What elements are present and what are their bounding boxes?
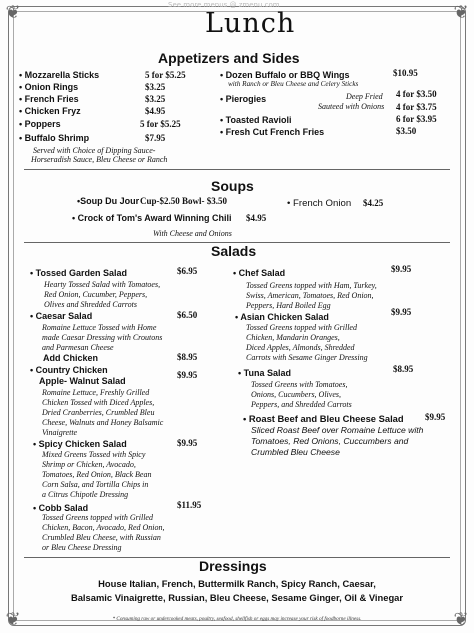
- item-description: Tomatoes, Red Onion, Black Bean: [42, 470, 152, 479]
- item-description: Chicken, Mandarin Oranges,: [246, 333, 340, 342]
- page-title: Lunch: [205, 8, 296, 39]
- appetizer-item-name: • Poppers: [19, 119, 61, 129]
- salad-item-name: • Asian Chicken Salad: [235, 312, 329, 322]
- corner-ornament-top-left: ❦: [5, 2, 21, 22]
- corner-ornament-top-right: ❦: [453, 2, 469, 22]
- soup-item-name: • Crock of Tom's Award Winning Chili: [72, 213, 232, 223]
- item-description: Crumbled Bleu Cheese: [251, 447, 340, 457]
- item-description: Served with Choice of Dipping Sauce-: [33, 146, 156, 155]
- appetizer-item-price: $7.95: [145, 133, 166, 143]
- appetizer-item-name: • Mozzarella Sticks: [19, 70, 100, 80]
- item-description: Tossed Greens topped with Grilled: [42, 513, 153, 522]
- appetizer-item-name: • Fresh Cut French Fries: [220, 127, 325, 137]
- salad-item-name: Apple- Walnut Salad: [39, 376, 126, 386]
- item-description: Horseradish Sauce, Bleu Cheese or Ranch: [31, 155, 168, 164]
- item-description: Red Onion, Cucumber, Peppers,: [44, 290, 148, 299]
- dressings-line: Balsamic Vinaigrette, Russian, Bleu Cheese, Sesame Ginger, Oil & Vinegar: [70, 592, 404, 603]
- item-description: Peppers, and Shredded Carrots: [251, 400, 352, 409]
- appetizer-item-price: $3.25: [145, 82, 166, 92]
- appetizer-item-price: $3.25: [145, 94, 166, 104]
- salad-item-name: • Tossed Garden Salad: [30, 268, 128, 278]
- item-description: Crumbled Bleu Cheese, with Russian: [42, 533, 161, 542]
- salad-item-price: $11.95: [177, 500, 202, 510]
- item-description: Hearty Tossed Salad with Tomatoes,: [44, 280, 161, 289]
- salad-item-name: • Country Chicken: [30, 365, 108, 375]
- item-description: Peppers, Hard Boiled Egg: [246, 301, 331, 310]
- salad-item-name: • Roast Beef and Bleu Cheese Salad: [243, 413, 404, 424]
- item-description: and Parmesan Cheese: [42, 343, 114, 352]
- item-description: a Citrus Chipotle Dressing: [42, 490, 129, 499]
- section-divider: [24, 169, 450, 170]
- salad-item-name: Add Chicken: [43, 353, 99, 363]
- appetizer-item-price: $4.95: [145, 106, 166, 116]
- item-description: with Ranch or Bleu Cheese and Celery Sticks: [228, 80, 359, 88]
- item-description: Tossed Greens topped with Grilled: [246, 323, 357, 332]
- item-description: Vinaigrette: [42, 428, 78, 437]
- item-description: Dried Cranberries, Crumbled Bleu: [42, 408, 155, 417]
- corner-ornament-bottom-right: ❦: [453, 609, 469, 629]
- salad-item-price: $9.95: [177, 438, 198, 448]
- item-description: or Bleu Cheese Dressing: [42, 543, 122, 552]
- appetizer-item-price: 4 for $3.75: [396, 102, 437, 112]
- item-description: Shrimp or Chicken, Avocado,: [42, 460, 136, 469]
- salad-item-price: $9.95: [391, 307, 412, 317]
- appetizer-item-name: • Pierogies: [220, 94, 267, 104]
- item-description: Corn Salsa, and Tortilla Chips in: [42, 480, 149, 489]
- soup-item-name: • French Onion: [287, 198, 352, 209]
- item-description: Sliced Roast Beef over Romaine Lettuce with: [251, 425, 424, 435]
- item-description: Chicken, Bacon, Avocado, Red Onion,: [42, 523, 165, 532]
- item-description: Olives and Shredded Carrots: [44, 300, 137, 309]
- item-description: Sauteed with Onions: [318, 102, 385, 111]
- corner-ornament-bottom-left: ❦: [5, 609, 21, 629]
- appetizer-item-price: 5 for $5.25: [140, 119, 181, 129]
- appetizer-item-name: • Toasted Ravioli: [220, 115, 292, 125]
- salad-item-price: $9.95: [391, 264, 412, 274]
- salad-item-price: $8.95: [393, 364, 414, 374]
- soup-item-price: $4.95: [246, 213, 267, 223]
- appetizer-item-price: 6 for $3.95: [396, 114, 437, 124]
- appetizer-item-name: • Dozen Buffalo or BBQ Wings: [220, 70, 350, 80]
- footnote: * Consuming raw or undercooked meats, poultry, seafood, shellfish or eggs may increase your risk of foodborne illness.: [112, 616, 362, 622]
- salad-item-name: • Cobb Salad: [33, 503, 89, 513]
- item-description: Romaine Lettuce, Freshly Grilled: [42, 388, 150, 397]
- appetizer-item-name: • Chicken Fryz: [19, 106, 81, 116]
- salad-item-price: $6.95: [177, 266, 198, 276]
- soup-item-name: •Soup Du Jour: [77, 196, 140, 206]
- salad-item-price: $6.50: [177, 310, 198, 320]
- salad-item-name: • Tuna Salad: [238, 368, 291, 378]
- item-description: Romaine Lettuce Tossed with Home: [42, 323, 157, 332]
- item-description: Mixed Greens Tossed with Spicy: [42, 450, 146, 459]
- appetizer-item-price: 5 for $5.25: [145, 70, 186, 80]
- salad-item-price: $9.95: [425, 412, 446, 422]
- dressings-line: House Italian, French, Buttermilk Ranch, Spicy Ranch, Caesar,: [98, 578, 376, 589]
- salad-item-name: • Spicy Chicken Salad: [33, 439, 127, 449]
- item-description: Carrots with Sesame Ginger Dressing: [246, 353, 368, 362]
- salad-item-name: • Chef Salad: [233, 268, 286, 278]
- salad-item-name: • Caesar Salad: [30, 311, 93, 321]
- item-description: Swiss, American, Tomatoes, Red Onion,: [246, 291, 374, 300]
- soup-item-price: $4.25: [363, 198, 384, 208]
- soup-item-price: Cup-$2.50 Bowl- $3.50: [140, 196, 228, 206]
- item-description: Diced Apples, Almonds, Shredded: [246, 343, 355, 352]
- appetizer-item-price: $3.50: [396, 126, 417, 136]
- salad-item-price: $8.95: [177, 352, 198, 362]
- item-description: Chicken Tossed with Diced Apples,: [42, 398, 155, 407]
- soups-header: Soups: [211, 178, 254, 194]
- appetizer-item-name: • French Fries: [19, 94, 79, 104]
- item-description: Onions, Cucumbers, Olives,: [251, 390, 341, 399]
- item-description: Deep Fried: [346, 92, 383, 101]
- appetizer-item-name: • Buffalo Shrimp: [19, 133, 90, 143]
- salad-item-price: $9.95: [177, 370, 198, 380]
- item-description: made Caesar Dressing with Croutons: [42, 333, 163, 342]
- appetizers-header: Appetizers and Sides: [158, 50, 300, 66]
- appetizer-item-price: $10.95: [393, 68, 418, 78]
- salads-header: Salads: [211, 243, 257, 259]
- watermark-text: See more menus @ zmenu.com: [168, 1, 280, 9]
- item-description: Cheese, Walnuts and Honey Balsamic: [42, 418, 164, 427]
- dressings-header: Dressings: [199, 558, 267, 574]
- item-description: Tossed Greens with Tomatoes,: [251, 380, 348, 389]
- item-description: With Cheese and Onions: [153, 229, 232, 238]
- appetizer-item-name: • Onion Rings: [19, 82, 79, 92]
- item-description: Tossed Greens topped with Ham, Turkey,: [246, 281, 377, 290]
- appetizer-item-price: 4 for $3.50: [396, 89, 437, 99]
- item-description: Tomatoes, Red Onions, Cuccumbers and: [251, 436, 409, 446]
